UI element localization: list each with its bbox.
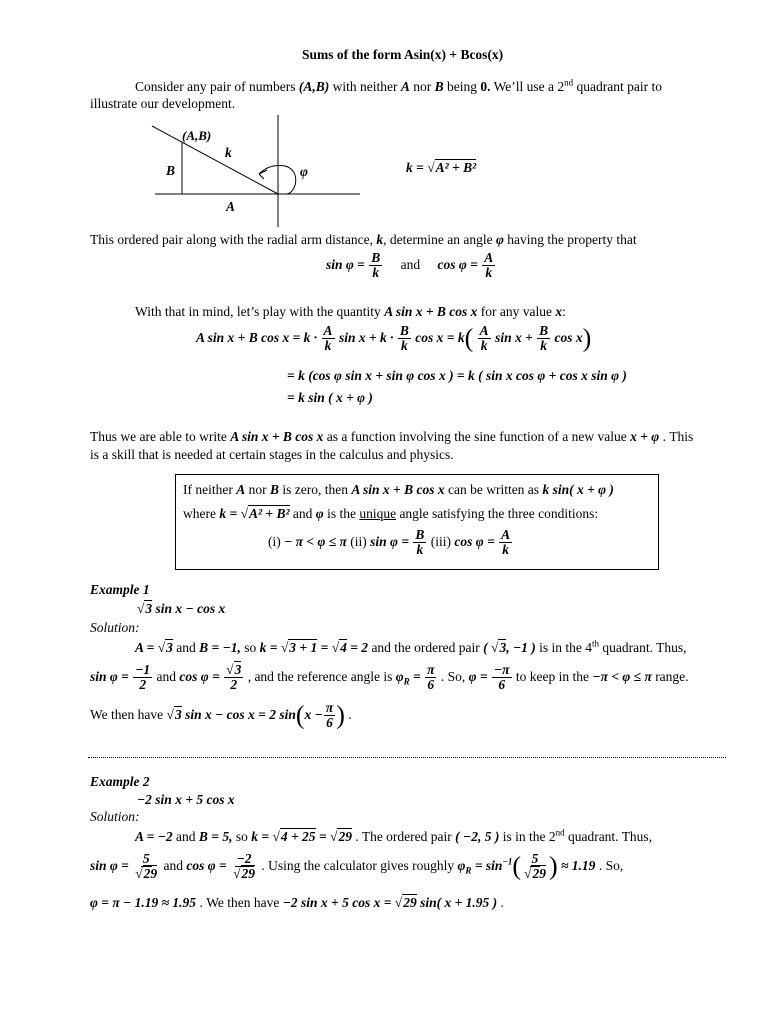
diagram-label-k: k (225, 145, 232, 160)
diagram-label-a: A (226, 199, 236, 214)
section-divider (88, 757, 726, 758)
example1-line-3: We then have √3 sin x − cos x = 2 sin(x − $\frac{\pi}{6}$ ) . (90, 700, 352, 731)
example1-problem: √3 sin x − cos x (137, 601, 226, 616)
theorem-conditions: (i) − π < φ ≤ π (ii) sin φ = $\frac{B}{k}$ (iii) cos φ = $\frac{A}{k}$ (268, 527, 511, 558)
para3-text: With that in mind, let’s play with the quantity A sin x + B cos x for any value x: (135, 304, 566, 319)
example2-line-3: φ = π − 1.19 ≈ 1.95 . We then have −2 sin x + 5 cos x = √29 sin( x + 1.95 ) . (90, 895, 504, 910)
para4-line-2: is a skill that is needed at certain stages in the calculus and physics. (90, 447, 454, 462)
example2-heading: Example 2 (90, 774, 150, 789)
diagram-label-phi: φ (300, 164, 308, 179)
example1-heading: Example 1 (90, 582, 150, 597)
derivation-line-2: = k (cos φ sin x + sin φ cos x ) = k ( sin x cos φ + cos x sin φ ) (287, 368, 627, 383)
diagram-label-ab: (A,B) (182, 128, 212, 143)
para4-line-1: Thus we are able to write A sin x + B cos x as a function involving the sine function of a new value x + φ . This (90, 429, 694, 444)
arc-arrowhead (259, 170, 267, 179)
intro-line-2: illustrate our development. (90, 96, 236, 111)
quadrant-diagram (145, 112, 375, 232)
example2-solution-label: Solution: (90, 809, 140, 824)
example1-line-2: sin φ = $\frac{-1}{2}$ and cos φ = $\frac{√3}{2}$ , and the reference angle is $\varphi_R$ = $\frac{\pi}{6}$ . So, φ = $\frac{-\pi}{6}$ to keep in the −π < φ ≤ π range. (90, 662, 689, 693)
radial-arm (152, 126, 278, 194)
example2-line-1: A = −2 and B = 5, so k = √4 + 25 = √29 . The ordered pair ( −2, 5 ) is in the 2nd quadrant. Thus, (135, 827, 653, 844)
sin-cos-definition: sin φ = $\frac{B}{k}$ and cos φ = $\frac{A}{k}$ (326, 250, 494, 281)
example1-solution-label: Solution: (90, 620, 140, 635)
example1-line-1: A = √3 and B = −1, so k = √3 + 1 = √4 = 2 and the ordered pair ( √3, −1 ) is in the 4th quadrant. Thus, (135, 638, 687, 655)
para2-text: This ordered pair along with the radial arm distance, k, determine an angle φ having the property that (90, 232, 637, 247)
page-title: Sums of the form Asin(x) + Bcos(x) (302, 47, 504, 62)
example2-problem: −2 sin x + 5 cos x (137, 792, 235, 807)
derivation-line-3: = k sin ( x + φ ) (287, 390, 373, 405)
angle-arc (259, 165, 296, 194)
derivation-line-1: A sin x + B cos x = k · $\frac{A}{k}$ sin x + k · $\frac{B}{k}$ cos x = k( $\frac{A}{k}$ sin x + $\frac{B}{k}$ cos x) (196, 323, 592, 354)
diagram-label-b: B (166, 163, 176, 178)
theorem-line-1: If neither A nor B is zero, then A sin x + B cos x can be written as k sin( x + φ ) (183, 482, 614, 497)
k-formula: k = √A² + B² (406, 160, 477, 175)
intro-line-1: Consider any pair of numbers (A,B) with neither A nor B being 0. We’ll use a 2nd quadrant pair to (135, 77, 662, 94)
theorem-line-2: where k = √A² + B² and φ is the unique angle satisfying the three conditions: (183, 506, 599, 521)
example2-line-2: sin φ = $\frac{5}{√29}$ and cos φ = $\frac{-2}{√29}$ . Using the calculator gives roughly $\varphi_R = \sin^{-1}$( $\frac{5}{√29}$ ) ≈ 1.19 . So, (90, 851, 624, 882)
